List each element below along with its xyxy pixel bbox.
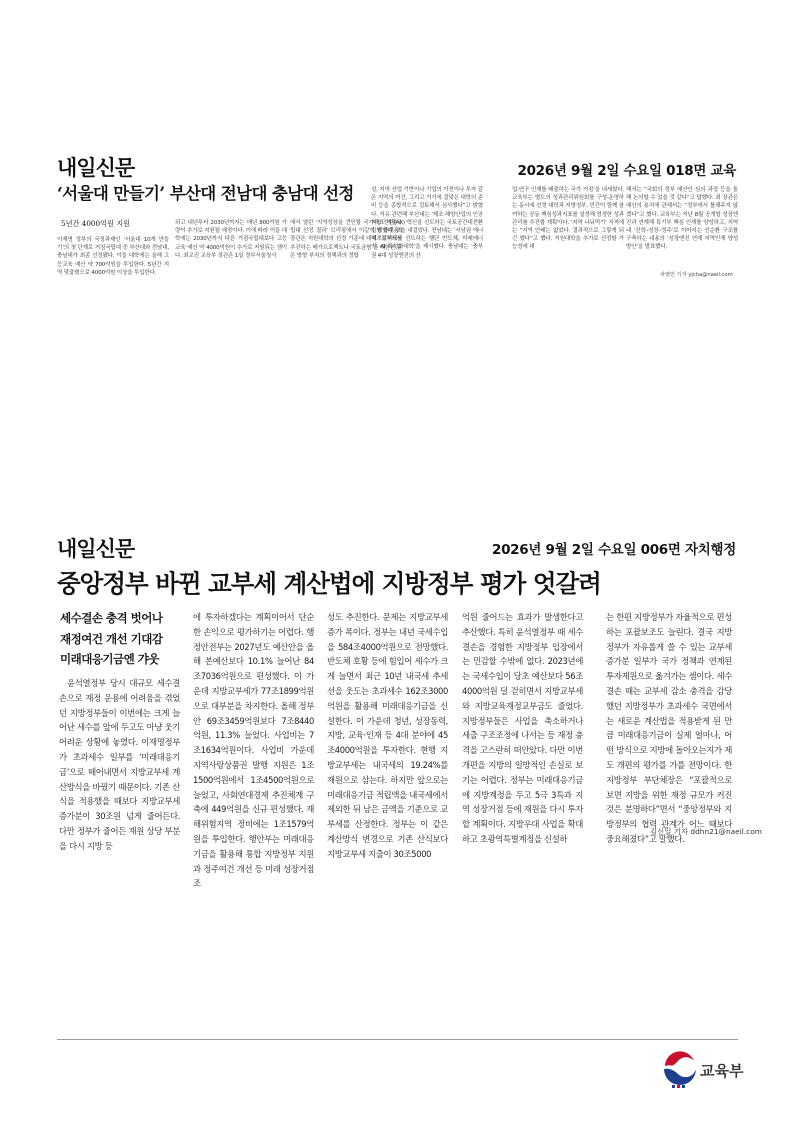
footer-divider [57, 1039, 738, 1040]
article-column: 해서는 “국회의 정부 예산안 심의 과정 등을 통해 논의할 수 있을 것 같다”고 답했다. 최 장관은 예산의 용처에 관해서는 “정부에서 틀해주지 않겠다”고 했다. 교육부는 지난 8월 공개할 성장엔진과 연계해 특기부 핵심 인재를 양성하고, 지역 내 ‘진학–성장–정주’로 이어지는 선순환 구조를 구축하는 내용의 ‘성장엔진 연계 지역인재 양성방안’을 발표했다. [626, 187, 738, 251]
taegeuk-emblem-icon [660, 1047, 700, 1091]
ministry-name: 교육부 [700, 1062, 744, 1080]
ministry-logo [660, 1047, 744, 1095]
headline: 중앙정부 바뀐 교부세 계산법에 지방정부 평가 엇갈려 [57, 569, 601, 598]
byline: 차염민 기자 yjcha@naeil.com [660, 272, 733, 278]
article-column: 에 투자하겠다는 계획이어서 단순한 손익으로 평가하기는 어렵다. 행정안전부는 2027년도 예산안을 올해 본예산보다 10.1% 늘어난 84조7036억원으로 편성했다. 이 가운데 지방교부세가 77조1899억원으로 대부분을 차지한다. 올해 정부안 69조3459억원보다 7조8440억원, 11.3% 늘었다. 사업비는 7조1634억원이다. 사업비 가운데 지역사랑상품권 발행 지원은 1조1500억원에서 1조4500억원으로 늘었고, 사회연대경제 추진체계 구축에 449억원을 신규 편성했다. 재해위험지역 정비에는 1조1579억원을 투입한다. 행안부는 미래대응기금을 활용해 통합 지방정부 지원과 정주여건 개선 등 미래 성장거점 조 [193, 612, 314, 889]
article-column: 업·연구 인재를 배출하는 국가 거점’을 내세웠다. 교육부는 별도의 성과관리위원회를 구성·운영하는 동시에 선정 대학과 지방정부, 민간이 함께 참여하는 공동 핵심성과지표를 설정해 엄정한 성과 관리를 추진할 계획이다. ‘지역 나눠먹기’ 지적에는 “지역 안배는 없었다. 결과적으로 그렇게 되긴 했다”고 했다. 지원대학을 추가로 선정할 가능성에 대 [512, 187, 624, 251]
subheadlines [60, 608, 180, 670]
subheadline: 재정여건 개선 기대감 [60, 631, 163, 646]
article-column: 되고 내년부터 2030년까지는 매년 800억원 가량이 추가로 지원될 예정이다. 이에 따라 이들 대학에는 2030년까지 다른 거점국립대보다 고등교육 예산 약 4000억원이 추가로 지원되는 셈이다. 최교진 교육부 장관은 1일 정부서울청사 [175, 220, 287, 259]
article-column: 에서 열린 ‘지역성장을 견인할 국가대표 거점국립대 선정 결과’ 브리핑에서 이같이 밝혔다. 최 장관은 지원대학의 선정 기준에 대해 “정부에서 추진하는 메가프로젝트나 국토균형 간 대한한 같은 방향 부처의 정책과의 정합 [290, 220, 402, 259]
article-column: 성, 지역 산업 기반이나 기업의 이전이나 투자 같은 지역의 여건, 그리고 거기에 걸맞은 대학의 준비 등을 종합적으로 검토해서 심사했다”고 밝혔다. 석유 관련해 부산대는 ‘제조·해양산업의 인공지능 전환(AX) 혁신을 선도하는 국토공간대전환 실행 플랫폼’을 내걸었다. 전남대는 ‘서남권 에너지프로젝트를 선도하는 행단 반도체, 미래에너지, AI 특성화대학’을 제시했다. 충남대는 ‘충부권 4대 성장엔진의 산 [371, 187, 483, 259]
article-column: 성도 추진한다. 문제는 지방교부세 증가 폭이다. 정부는 내년 국세수입을 584조4000억원으로 전망했다. 반도체 호황 등에 힘입어 세수가 크게 늘면서 최근 10년 내국세 추세선을 웃도는 초과세수 162조3000억원을 활용해 미래대응기금을 신설한다. 이 가운데 청년, 성장동력, 지방, 교육·인재 등 4대 분야에 45조4000억원을 투자한다. 현행 지방교부세는 내국세의 19.24%를 재원으로 삼는다. 하지만 앞으로는 미래대응기금 적립액을 내국세에서 제외한 뒤 남은 금액을 기준으로 교부세를 산정한다. 정부는 이 같은 계산방식 변경으로 기존 산식보다 지방교부세 지출이 30조5000 [327, 612, 448, 859]
article-column: 억원 줄어드는 효과가 발생한다고 추산했다. 특히 윤석열정부 때 세수결손을 경험한 지방정부 입장에서는 민감할 수밖에 없다. 2023년에는 국세수입이 당초 예산보다 56조4000억원 덜 걷히면서 지방교부세와 지방교육재정교부금도 줄었다. 지방정부들은 사업을 축소하거나 세출 구조조정에 나서는 등 재정 충격을 고스란히 떠안았다. 다만 이번 개편을 지방의 일방적인 손실로 보기는 어렵다. 정부는 미래대응기금에 지방계정을 두고 5극 3특과 지역 성장거점 등에 재원을 다시 투자할 계획이다. 지방우대 사업을 확대하고 초광역특별계정을 신설하 [462, 612, 583, 844]
subheadline: 세수결손 충격 벗어나 [60, 611, 163, 625]
masthead: 내일신문 [57, 156, 135, 180]
article-column: 이재명 정부의 국정과제인 ‘서울대 10개 만들기’의 첫 단계로 거점국립대 중 부산대와 전남대, 충남대가 최종 선정됐다. 이들 대학에는 올해 고등교육 예산 약 700억원을 투입한다. 5년간 지역 맞춤형으로 4000억원 이상을 투입한다. [57, 237, 169, 276]
byline: 김신일 기자 ddhn21@naeil.com [650, 827, 762, 836]
dateline: 2026년 9월 2일 수요일 018면 교육 [517, 163, 736, 179]
subheadline: 5년간 4000억원 지원 [61, 219, 131, 228]
article-column: 윤석열정부 당시 대규모 세수결손으로 재정 운용에 어려움을 겪었던 지방정부들이 이번에는 크게 늘어난 세수를 앞에 두고도 마냥 웃기 어려운 상황에 놓였다. 이재명정부가 초과세수 일부를 ‘미래대응기금’으로 떼어내면서 지방교부세 계산방식을 바꿨기 때문이다. 기존 산식을 적용했을 때보다 지방교부세 증가분이 30조원 넘게 줄어든다. 다만 정부가 줄어든 재원 상당 부분을 다시 지방 등 [59, 678, 180, 851]
article-column: 는 한편 지방정부가 자율적으로 편성하는 포괄보조도 늘린다. 결국 지방정부가 자유롭게 쓸 수 있는 교부세 증가분 일부가 국가 정책과 연계된 투자재원으로 옮겨가는 셈이다. 세수결손 때는 교부세 감소 충격을 감당했던 지방정부가 초과세수 국면에서는 새로운 계산법을 적용받게 된 만큼 미래대응기금이 실제 얼마나, 어떤 방식으로 지방에 돌아오는지가 제도 개편의 평가를 가를 전망이다. 한 지방정부 부단체장은 “포괄적으로 보면 지방을 위한 재정 규모가 커진 것은 분명하다”면서 “중앙정부와 지방정부의 협력 관계가 어느 때보다 중요해졌다”고 말했다. [606, 612, 732, 844]
masthead: 내일신문 [57, 537, 135, 561]
dateline: 2026년 9월 2일 수요일 006면 자치행정 [492, 542, 736, 558]
headline: ‘서울대 만들기’ 부산대 전남대 충남대 선정 [57, 184, 354, 203]
subheadline: 미래대응기금엔 갸웃 [60, 652, 159, 666]
